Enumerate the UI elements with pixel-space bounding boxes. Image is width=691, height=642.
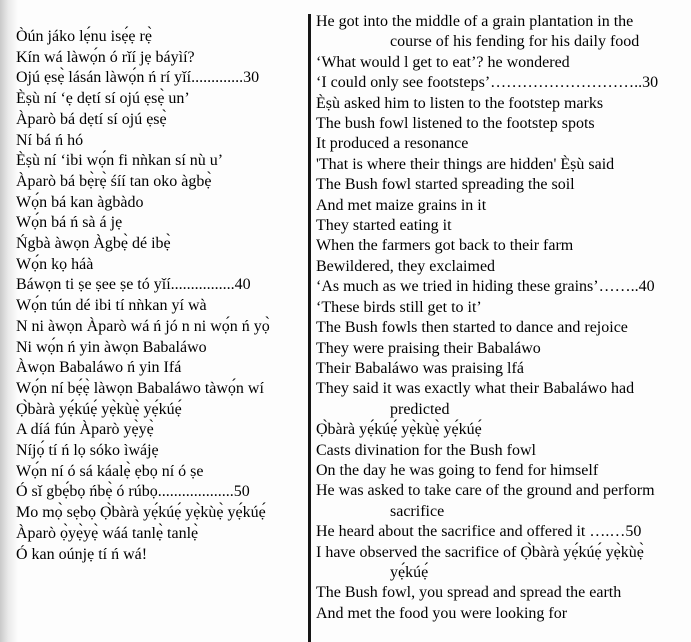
verse-line: Ojú ẹsẹ̀ lásán làwọ́n ń rí yǐí.............30 [16, 69, 260, 87]
verse-line: Wọ́n bá ń sà á jẹ [16, 214, 123, 232]
verse-line: The Bush fowls then started to dance and rejoice [316, 319, 628, 337]
verse-line: Their Babaláwo was praising lfá [316, 359, 524, 377]
verse-line: Wọ́n kọ háà [16, 255, 94, 273]
verse-line: The Bush fowl started spreading the soil [316, 176, 575, 194]
verse-line: Àwọn Babaláwo ń yin Ifá [16, 359, 182, 377]
verse-line: Mo mọ̀ sẹbọ Ọ̀bàrà yẹ́kúẹ́ yẹ̀kùẹ̀ yẹ́kúẹ́ [16, 504, 266, 522]
verse-line: Wọ́n ní ó sá káalẹ̀ ẹbọ ní ó ṣe [16, 462, 204, 480]
verse-line: Ó kan oúnjẹ tí ń wá! [16, 545, 148, 563]
verse-line: And met maize grains in it [316, 196, 487, 214]
verse-line: Ni wọ́n ń yin àwọn Babaláwo [16, 338, 207, 356]
verse-line: Èṣù ní ‘ẹ dẹtí sí ojú ẹsẹ̀ un’ [16, 90, 190, 108]
verse-line: Wọ́n tún dé ibi tí nǹkan yí wà [16, 297, 207, 315]
verse-line: They started eating it [316, 217, 452, 235]
verse-line: Casts divination for the Bush fowl [316, 441, 536, 459]
verse-line: The bush fowl listened to the footstep spots [316, 115, 595, 133]
verse-line: Níjọ́ tí ń lọ sóko ìwájẹ [16, 442, 159, 460]
column-divider-rule [308, 14, 311, 642]
verse-line: He was asked to take care of the ground and perform [316, 482, 655, 500]
verse-line: I have observed the sacrifice of Ọ̀bàrà yẹ́kúẹ́ yẹ̀kùẹ̀ [316, 543, 644, 561]
verse-line: course of his fending for his daily food [390, 33, 640, 51]
verse-line: Wọ́n ní bẹ́ẹ̀ làwọn Babaláwo tàwọ́n wí [16, 379, 264, 397]
yoruba-verse-column [16, 27, 306, 565]
verse-line: Èṣù ní ‘ibi wọ́n fi nǹkan sí nù u’ [16, 152, 224, 170]
verse-line: Ọ̀bàrà yẹ́kúẹ́ yẹ̀kùẹ̀ yẹ́kúẹ́ [16, 400, 182, 418]
verse-line: They were praising their Babaláwo [316, 339, 541, 357]
verse-line: The Bush fowl, you spread and spread the earth [316, 584, 622, 602]
verse-line: Ọ̀bàrà yẹ́kúẹ́ yẹ̀kùẹ̀ yẹ́kúẹ́ [316, 421, 482, 439]
verse-line: Àparò bá dẹtí sí ojú ẹsẹ̀ [16, 110, 167, 128]
verse-line: yẹ́kúẹ́ [390, 563, 429, 581]
verse-line: And met the food you were looking for [316, 604, 568, 622]
verse-line: He got into the middle of a grain plantation in the [316, 13, 634, 30]
verse-line: A díá fún Àparò yẹ̀yẹ̀ [16, 421, 154, 439]
verse-line: It produced a resonance [316, 135, 469, 153]
verse-line: Òún jáko lẹ́nu isẹ́ẹ rẹ̀ [16, 28, 152, 45]
verse-line: Kín wá làwọ́n ó rǐí jẹ báyìí? [16, 48, 195, 66]
verse-line: Ní bá ń hó [16, 131, 84, 149]
verse-line: Ńgbà àwọn Àgbẹ̀ dé ibẹ̀ [16, 235, 171, 253]
verse-line: Èṣù asked him to listen to the footstep marks [316, 94, 604, 112]
verse-line: ‘What would l get to eat’? he wondered [316, 53, 570, 71]
verse-line: predicted [390, 400, 450, 418]
verse-line: ‘I could only see footsteps’………………………..30 [316, 74, 659, 92]
verse-line: sacrifice [390, 502, 445, 520]
verse-line: They said it was exactly what their Babaláwo had [316, 380, 635, 398]
verse-line: On the day he was going to fend for himself [316, 461, 599, 479]
verse-line: Àparò ọ̀yẹ̀yẹ̀ wáá tanlẹ̀ tanlẹ̀ [16, 524, 199, 542]
verse-line: 'That is where their things are hidden' Èṣù said [316, 155, 615, 173]
verse-line: ‘These birds still get to it’ [316, 298, 482, 316]
verse-line: He heard about the sacrifice and offered it ….…50 [316, 523, 642, 541]
verse-line: Ó sǐ gbẹ́bọ ńbẹ̀ ó rúbọ...................50 [16, 483, 250, 501]
english-translation-column [316, 12, 688, 624]
verse-line: Bewildered, they exclaimed [316, 257, 496, 275]
verse-line: When the farmers got back to their farm [316, 237, 574, 255]
verse-line: ‘As much as we tried in hiding these grains’……..40 [316, 278, 655, 296]
verse-line: N ni àwọn Àparò wá ń jó n ni wọ́n ń yọ̀ [16, 317, 270, 335]
verse-line: Wọ́n bá kan àgbàdo [16, 193, 144, 211]
verse-line: Àparò bá bẹ̀rẹ̀ śíí tan oko àgbẹ̀ [16, 172, 212, 190]
verse-line: Báwọn ti ṣe ṣee ṣe tó yǐí................40 [16, 276, 251, 294]
